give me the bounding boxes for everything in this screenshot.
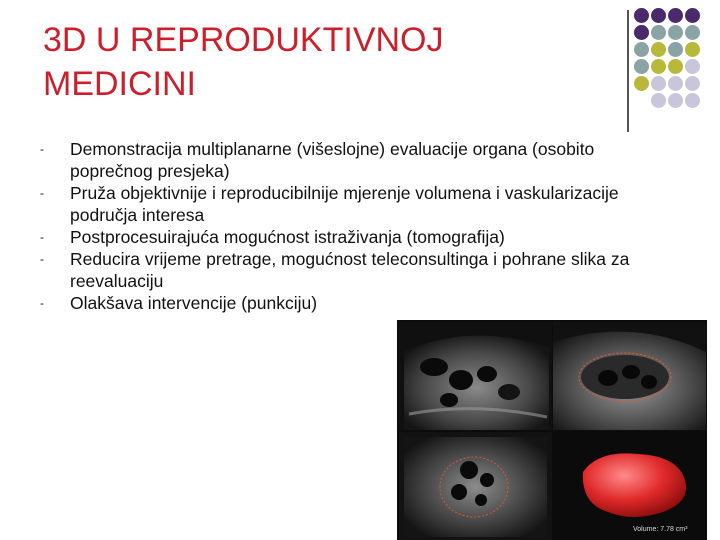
dot bbox=[685, 42, 700, 57]
dot bbox=[634, 25, 649, 40]
dot bbox=[668, 8, 683, 23]
dot bbox=[668, 93, 683, 108]
bullet-marker: - bbox=[40, 142, 44, 156]
dot bbox=[651, 76, 666, 91]
dot bbox=[668, 59, 683, 74]
dot bbox=[651, 59, 666, 74]
ultrasound-view-plane-c bbox=[399, 432, 552, 540]
bullet-marker: - bbox=[40, 296, 44, 310]
title-line-1: 3D U REPRODUKTIVNOJ bbox=[43, 21, 444, 59]
dot bbox=[634, 42, 649, 57]
bullet-item bbox=[40, 292, 400, 314]
dot bbox=[685, 25, 700, 40]
bullet-text: Demonstracija multiplanarne (višeslojne) evaluacije organa (osobito poprečnog presjeka) bbox=[70, 139, 595, 181]
ultrasound-view-plane-b bbox=[553, 322, 706, 430]
decorative-divider bbox=[627, 10, 629, 132]
ultrasound-scan-graphic bbox=[399, 322, 552, 430]
bullet-text: Postprocesuirajuća mogućnost istraživanja (tomografija) bbox=[70, 227, 505, 247]
bullet-text: Reducira vrijeme pretrage, mogućnost teleconsultinga i pohrane slika za reevaluaciju bbox=[70, 249, 630, 291]
title-line-2: MEDICINI bbox=[43, 65, 196, 103]
ultrasound-image-panel bbox=[397, 320, 707, 540]
bullet-item bbox=[40, 248, 680, 292]
slide-title bbox=[43, 18, 603, 106]
bullet-list bbox=[40, 138, 680, 314]
bullet-text: Olakšava intervencije (punkciju) bbox=[70, 293, 318, 313]
ultrasound-view-plane-a bbox=[399, 322, 552, 430]
dot bbox=[651, 25, 666, 40]
bullet-item bbox=[40, 182, 680, 226]
bullet-item bbox=[40, 138, 680, 182]
dot bbox=[634, 59, 649, 74]
ultrasound-scan-graphic bbox=[553, 322, 706, 430]
ultrasound-3d-render bbox=[553, 432, 706, 540]
dot bbox=[668, 76, 683, 91]
ultrasound-scan-graphic bbox=[399, 432, 552, 540]
bullet-marker: - bbox=[40, 230, 44, 244]
volume-label: Volume: 7.78 cm³ bbox=[633, 526, 688, 533]
dot bbox=[668, 42, 683, 57]
dot bbox=[651, 93, 666, 108]
dot bbox=[685, 59, 700, 74]
dot bbox=[651, 42, 666, 57]
dot bbox=[685, 76, 700, 91]
ovary-3d-model-graphic bbox=[553, 432, 706, 540]
dot bbox=[685, 8, 700, 23]
bullet-item bbox=[40, 226, 680, 248]
bullet-marker: - bbox=[40, 252, 44, 266]
dot bbox=[668, 25, 683, 40]
bullet-text: Pruža objektivnije i reproducibilnije mjerenje volumena i vaskularizacije područja interesa bbox=[70, 183, 619, 225]
dot bbox=[634, 76, 649, 91]
bullet-marker: - bbox=[40, 186, 44, 200]
dot bbox=[634, 8, 649, 23]
dot bbox=[685, 93, 700, 108]
dot bbox=[651, 8, 666, 23]
